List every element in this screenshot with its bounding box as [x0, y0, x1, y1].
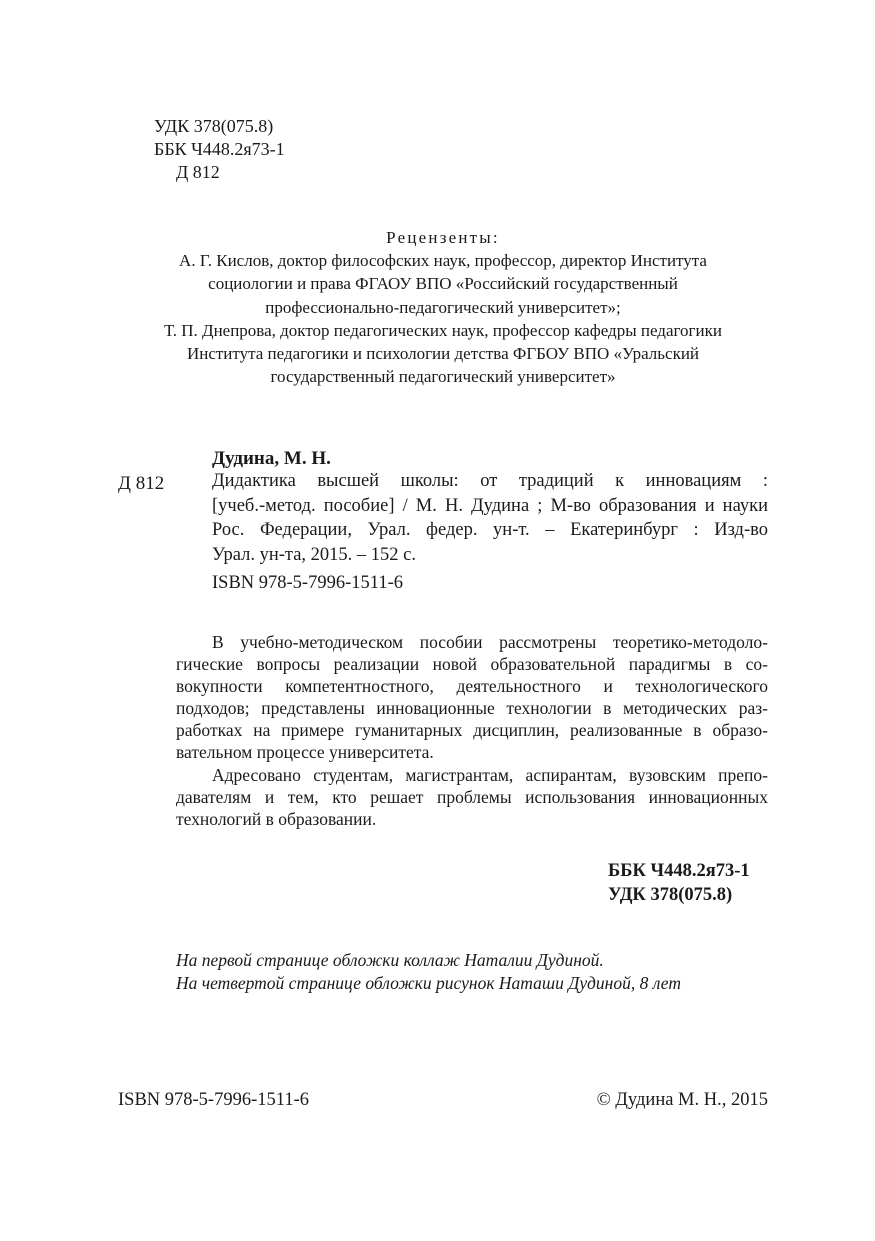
cover-notes	[176, 949, 681, 995]
reviewer-line: профессионально-педагогический университет»;	[265, 297, 621, 317]
reviewer-line: Института педагогики и психологии детства ФГБОУ ВПО «Уральский	[186, 344, 700, 364]
reviewer-line: А. Г. Кислов, доктор философских наук, профессор, директор Института	[179, 251, 707, 271]
annotation-line: вательном процессе университета.	[176, 742, 434, 763]
annotation-line: В учебно-методическом пособии рассмотрены теоретико-методоло-	[212, 632, 768, 652]
annotation-line: гические вопросы реализации новой образовательной парадигмы в со-	[176, 654, 768, 675]
annotation-line: вокупности компетентностного, деятельностного и технологического	[176, 676, 768, 697]
reviewers-heading: Рецензенты:	[386, 228, 500, 247]
annotation-line: работках на примере гуманитарных дисциплин, реализованные в образо-	[176, 720, 768, 741]
record-code: Д 812	[118, 473, 165, 494]
biblio-line: Дидактика высшей школы: от традиций к инновациям :	[212, 471, 768, 491]
udk-code: УДК 378(075.8)	[154, 116, 274, 136]
cover-note: На первой странице обложки коллаж Наталии Дудиной.	[176, 950, 604, 970]
bibliographic-description	[212, 469, 768, 567]
reviewer-line: государственный педагогический университет»	[270, 367, 616, 387]
annotation-line: Адресовано студентам, магистрантам, аспирантам, вузовским препо-	[212, 764, 768, 785]
reviewer-line: Т. П. Днепрова, доктор педагогических наук, профессор кафедры педагогики	[164, 320, 722, 340]
biblio-line: Рос. Федерации, Урал. федер. ун-т. – Екатеринбург : Изд-во	[212, 520, 768, 540]
record-isbn: ISBN 978-5-7996-1511-6	[212, 573, 403, 593]
biblio-line: Урал. ун-та, 2015. – 152 с.	[212, 544, 416, 565]
cover-note: На четвертой странице обложки рисунок Наташи Дудиной, 8 лет	[176, 973, 681, 993]
bbk-code-bold: ББК Ч448.2я73-1	[608, 861, 750, 881]
annotation	[176, 631, 768, 830]
annotation-line: давателям и тем, кто решает проблемы использования инновационных	[176, 786, 768, 807]
reviewer-line: социологии и права ФГАОУ ВПО «Российский государственный	[208, 274, 678, 294]
annotation-line: технологий в образовании.	[176, 808, 377, 829]
udk-code-bold: УДК 378(075.8)	[608, 885, 733, 905]
copyright-notice: © Дудина М. Н., 2015	[596, 1090, 768, 1110]
record-author: Дудина, М. Н.	[212, 448, 331, 469]
index-codes-bottom	[608, 859, 750, 907]
annotation-line: подходов; представлены инновационные технологии в методических раз-	[176, 698, 768, 719]
classification-block	[154, 115, 285, 184]
author-mark: Д 812	[176, 162, 220, 182]
reviewers-block	[118, 226, 768, 388]
footer-isbn: ISBN 978-5-7996-1511-6	[118, 1090, 309, 1110]
biblio-line: [учеб.-метод. пособие] / М. Н. Дудина ; М-во образования и науки	[212, 495, 768, 516]
bbk-code: ББК Ч448.2я73-1	[154, 139, 285, 159]
